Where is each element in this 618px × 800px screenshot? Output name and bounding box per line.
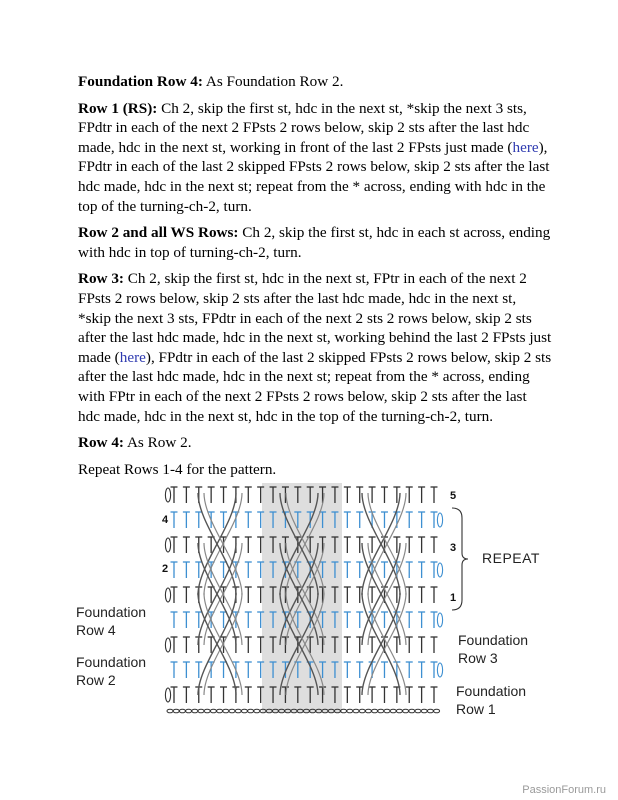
turning-chain	[437, 613, 442, 627]
label-line: Foundation	[456, 683, 527, 699]
chain-stitch	[235, 709, 241, 713]
turning-chain	[165, 688, 170, 702]
here-link[interactable]: here	[512, 138, 539, 156]
row-label: Row 2 and all WS Rows:	[78, 224, 239, 242]
chain-stitch	[396, 709, 402, 713]
row-number-3: 3	[450, 542, 457, 554]
chain-stitch	[229, 709, 235, 713]
label-foundation-row-1	[456, 682, 526, 718]
chain-stitch	[378, 709, 384, 713]
chain-stitch	[384, 709, 390, 713]
repeat-instructions: Repeat Rows 1-4 for the pattern.	[78, 460, 277, 478]
chain-stitch	[372, 709, 378, 713]
turning-chain	[165, 588, 170, 602]
crochet-chart	[0, 475, 618, 730]
repeat-shade	[262, 483, 342, 713]
chain-stitch	[186, 709, 192, 713]
chain-stitch	[434, 709, 440, 713]
turning-chain	[165, 638, 170, 652]
label-line: Row 4	[76, 622, 116, 638]
row-instructions: As Row 2.	[123, 434, 192, 452]
chain-stitch	[210, 709, 216, 713]
row-instructions-cont: ), FPdtr in each of the last 2 skipped FPsts 2 rows below, skip 2 sts after the last hdc made, hdc in the next st; repeat from the * across, ending with hdc in the top of the turning-ch-2, turn.	[78, 138, 550, 215]
label-line: Row 3	[458, 650, 498, 666]
turning-chain	[437, 563, 442, 577]
paragraph-row-2-ws	[78, 223, 552, 262]
label-line: Row 2	[76, 672, 116, 688]
turning-chain	[437, 663, 442, 677]
turning-chain	[437, 513, 442, 527]
row-number-2: 2	[162, 563, 169, 575]
chain-stitch	[198, 709, 204, 713]
chain-stitch	[217, 709, 223, 713]
chain-stitch	[390, 709, 396, 713]
chain-stitch	[353, 709, 359, 713]
row-label: Row 3:	[78, 270, 124, 288]
row-instructions: Ch 2, skip the first st, hdc in each st across, ending with hdc in top of turning-ch-2, turn.	[78, 224, 551, 261]
row-instructions: Ch 2, skip the first st, hdc in the next st, *skip the next 3 sts, FPdtr in each of the next 2 FPsts 2 rows below, skip 2 sts after the last hdc made, hdc in the next st, working in front of the last 2 FPsts just made (	[78, 99, 530, 156]
label-line: Foundation	[458, 632, 529, 648]
chain-stitch	[248, 709, 254, 713]
row-label: Row 1 (RS):	[78, 99, 158, 117]
watermark: PassionForum.ru	[522, 784, 606, 796]
chain-stitch	[241, 709, 247, 713]
label-foundation-row-3	[458, 631, 528, 667]
chain-stitch	[359, 709, 365, 713]
chain-stitch	[204, 709, 210, 713]
chain-stitch	[403, 709, 409, 713]
chain-stitch	[179, 709, 185, 713]
here-link[interactable]: here	[119, 348, 146, 366]
chain-stitch	[223, 709, 229, 713]
chain-stitch	[415, 709, 421, 713]
label-foundation-row-4	[76, 603, 146, 639]
turning-chain	[165, 538, 170, 552]
row-instructions-cont: ), FPdtr in each of the last 2 skipped FPsts 2 rows below, skip 2 sts after the last hdc made, hdc in the next st; repeat from the * across, ending with FPtr in each of the next 2 FPsts 2 rows below, skip 2 sts after the last hdc made, hdc in the next st, hdc in the top of the turning-ch-2, turn.	[78, 348, 552, 425]
paragraph-row-3	[78, 269, 552, 426]
label-foundation-row-2	[76, 653, 146, 689]
label-line: Row 1	[456, 701, 496, 717]
label-repeat: REPEAT	[482, 550, 540, 566]
turning-chain	[165, 488, 170, 502]
row-instructions: Ch 2, skip the first st, hdc in the next st, FPtr in each of the next 2 FPsts 2 rows below, skip 2 sts after the last hdc made, hdc in the next st, *skip the next 3 sts, FPdtr in each of the next 2 sts 2 rows below, skip 2 sts after the last hdc made, hdc in the next st, working behind the last 2 FPsts just made (	[78, 270, 552, 366]
chain-stitch	[421, 709, 427, 713]
pattern-text	[78, 72, 552, 486]
chain-stitch	[173, 709, 179, 713]
chain-stitch	[409, 709, 415, 713]
chain-stitch	[347, 709, 353, 713]
row-label: Row 4:	[78, 434, 124, 452]
label-line: Foundation	[76, 654, 147, 670]
row-number-4: 4	[162, 514, 169, 526]
paragraph-foundation-row-4	[78, 72, 552, 92]
row-number-1: 1	[450, 592, 457, 604]
row-label: Foundation Row 4:	[78, 73, 203, 90]
paragraph-row-1	[78, 99, 552, 217]
chain-stitch	[365, 709, 371, 713]
chain-stitch	[427, 709, 433, 713]
label-line: Foundation	[76, 604, 147, 620]
chain-stitch	[167, 709, 173, 713]
chain-stitch	[254, 709, 260, 713]
paragraph-row-4	[78, 433, 552, 453]
row-number-5: 5	[450, 490, 457, 502]
row-instructions: As Foundation Row 2.	[202, 73, 344, 90]
chain-stitch	[192, 709, 198, 713]
